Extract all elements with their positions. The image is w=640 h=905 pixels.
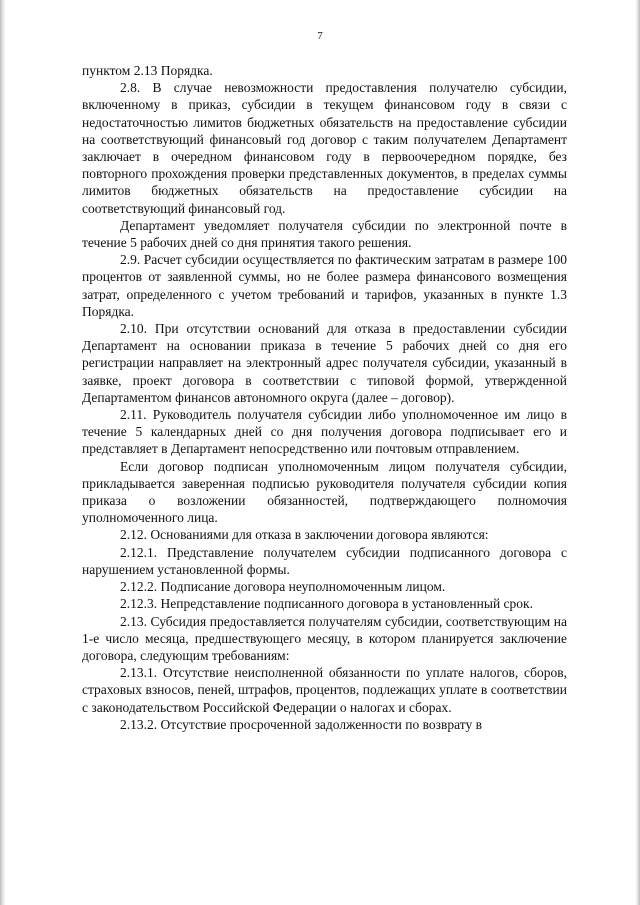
paragraph-authorized-person: Если договор подписан уполномоченным лицом получателя субсидии, прикладывается заверенная подписью руководителя получателя субсидии копия приказа о возложении обязанностей, подтверждающего полномочия уполномоченного лица. bbox=[82, 458, 567, 526]
paragraph-continuation: пунктом 2.13 Порядка. bbox=[82, 63, 213, 78]
paragraph-2-9: 2.9. Расчет субсидии осуществляется по фактическим затратам в размере 100 процентов от заявленной суммы, но не более размера финансового возмещения затрат, определенного с учетом требований и тарифов, указанных в пункте 1.3 Порядка. bbox=[82, 252, 567, 319]
paragraph-2-13-1: 2.13.1. Отсутствие неисполненной обязанности по уплате налогов, сборов, страховых взносов, пеней, штрафов, процентов, подлежащих уплате в соответствии с законодательством Российской Федерации о налогах и сборах. bbox=[82, 665, 567, 715]
paragraph-2-12: 2.12. Основаниями для отказа в заключении договора являются: bbox=[120, 527, 489, 543]
paragraph-2-12-3: 2.12.3. Непредставление подписанного договора в установленный срок. bbox=[120, 596, 533, 612]
paragraph-2-13: 2.13. Субсидия предоставляется получателям субсидии, соответствующим на 1-е число месяца, предшествующего месяцу, в котором планируется заключение договора, следующим требованиям: bbox=[82, 613, 567, 663]
paragraph-2-13-2: 2.13.2. Отсутствие просроченной задолженности по возврату в bbox=[120, 716, 482, 732]
paragraph-2-11: 2.11. Руководитель получателя субсидии либо уполномоченное им лицо в течение 5 календарных дней со дня получения договора подписывает его и представляет в Департамент непосредственно или почтовым отправлением. bbox=[82, 407, 567, 457]
paragraph-2-12-1: 2.12.1. Представление получателем субсидии подписанного договора с нарушением установленной формы. bbox=[82, 544, 567, 577]
scan-edge-left bbox=[0, 0, 6, 905]
page-number: 7 bbox=[317, 30, 323, 42]
paragraph-2-12-2: 2.12.2. Подписание договора неуполномоченным лицом. bbox=[120, 579, 446, 595]
paragraph-2-10: 2.10. При отсутствии оснований для отказа в предоставлении субсидии Департамент на основании приказа в течение 5 рабочих дней со дня его регистрации направляет на электронный адрес получателя субсидии, указанный в заявке, проект договора в соответствии с типовой формой, утвержденной Департаментом финансов автономного округа (далее – договор). bbox=[82, 321, 567, 405]
document-body bbox=[82, 62, 567, 733]
scan-edge-right bbox=[635, 0, 640, 905]
paragraph-notification: Департамент уведомляет получателя субсидии по электронной почте в течение 5 рабочих дней со дня принятия такого решения. bbox=[82, 217, 567, 251]
paragraph-2-8: 2.8. В случае невозможности предоставления получателю субсидии, включенному в приказ, субсидии в текущем финансовом году в связи с недостаточностью лимитов бюджетных обязательств на предоставление субсидии на соответствующий финансовый год договор с таким получателем Департамент заключает в очередном финансовом году в первоочередном порядке, без повторного прохождения проверки представленных документов, в пределах суммы лимитов бюджетных обязательств на предоставление субсидии на соответствующий финансовый год. bbox=[82, 80, 567, 216]
